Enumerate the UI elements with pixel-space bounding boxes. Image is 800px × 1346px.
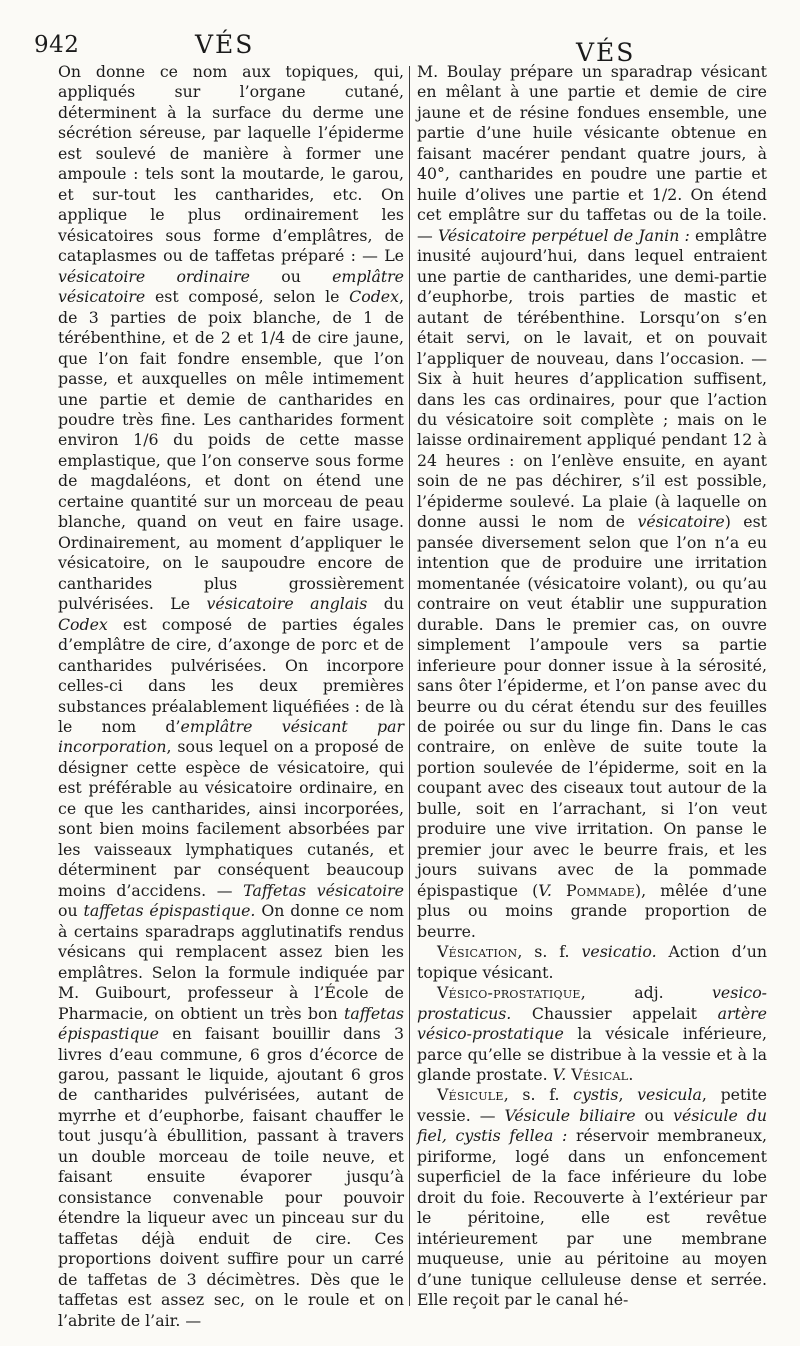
text-run: On donne ce nom aux topiques, qui, appliqués sur l’organe cutané, déterminent à la surface du derme une sécrétion séreuse, par laquelle l’épiderme est soulevé de manière à former une ampoule : tels sont la moutarde, le garou, et sur-tout les cantharides, etc. On applique le plus ordinairement les vésicatoires sous forme d’emplâtres, de cataplasmes ou de taffetas préparé : — Le	[58, 62, 404, 266]
italic-term: vesicula	[637, 1085, 702, 1105]
text-run: ,	[618, 1085, 638, 1105]
italic-term: vesico-prostaticus.	[417, 983, 767, 1023]
text-run: ou	[635, 1105, 674, 1125]
running-head-left: VÉS	[195, 30, 255, 59]
text-run: , petite vessie. —	[417, 1085, 767, 1125]
paragraph	[417, 983, 767, 1085]
text-run: ) est pansée diversement selon que l’on n’a eu intention que de produire une irritation momentanée (vésicatoire volant), ou qu’au contraire on veut établir une suppuration durable. Dans le premier cas, on ouvre simplement l’ampoule vers sa partie inferieure pour donner issue à la sérosité, sans ôter l’épiderme, et l’on panse avec du beurre ou du cérat étendu sur des feuilles de poirée ou sur du linge fin. Dans le cas contraire, on enlève de suite toute la portion soulevée de l’épiderme, soit en la coupant avec des ciseaux tout autour de la bulle, soit en l’arrachant, si l’on veut produire une vive irritation. On panse le premier jour avec le beurre frais, et les jours suivans avec de la pommade épispastique (	[417, 512, 768, 900]
text-run: en faisant bouillir dans 3 livres d’eau commune, 6 gros d’écorce de garou, passant le liquide, ajoutant 6 gros de cantharides pulvérisées, autant de myrrhe et d’euphorbe, faisant chauffer le tout jusqu’à ébullition, passant à travers un double morceau de toile neuve, et faisant ensuite évaporer jusqu’à consistance convenable pour pouvoir étendre la liqueur avec un pinceau sur du taffetas déjà enduit de cire. Ces proportions doivent suffire pour un carré de taffetas de 3 décimètres. Dès que le taffetas est assez sec, on le roule et on l’abrite de l’air. —	[58, 1024, 404, 1330]
text-run: est composé, selon le	[145, 287, 350, 307]
text-run: Chaussier appelait	[511, 1003, 718, 1023]
headword: Vésication	[437, 942, 518, 962]
italic-term: Vésicatoire perpétuel de Janin :	[437, 225, 690, 245]
text-run: ou	[58, 901, 84, 921]
headword: Pommade	[565, 880, 636, 900]
paragraph	[417, 62, 767, 942]
text-run: , sous lequel on a proposé de désigner cette espèce de vésicatoire, qui est préférable au vésicatoire ordinaire, en ce que les cantharides, ainsi incorporées, sont bien moins facilement absorbées par les vaisseaux lymphatiques cutanés, et déterminent par conséquent beaucoup moins d’accidens. —	[58, 737, 404, 900]
italic-term: artère vésico-prostatique	[417, 1003, 767, 1044]
italic-term: taffetas épispastique	[58, 1003, 404, 1044]
text-run: ), mêlée d’une plus ou moins grande proportion de beurre.	[417, 880, 767, 941]
paragraph	[417, 1085, 767, 1310]
text-run: , s. f.	[517, 942, 582, 962]
paragraph	[417, 942, 767, 983]
text-run: réservoir membraneux, piriforme, logé dans un enfoncement superficiel de la face inférieure du lobe droit du foie. Recouverte à l’extérieur par le péritoine, elle est revêtue intérieurement par une membrane muqueuse, unie au péritoine au moyen d’une tunique celluleuse dense et serrée. Elle reçoit par le canal hé-	[417, 1126, 767, 1310]
italic-term: vésicatoire ordinaire	[58, 266, 251, 286]
text-run: , de 3 parties de poix blanche, de 1 de térébenthine, et de 2 et 1/4 de cire jaune, que l’on fait fondre ensemble, que l’on passe, et auxquelles on mêle intimement une partie et demie de cantharides en poudre très fine. Les cantharides forment environ 1/6 du poids de cette masse emplastique, que l’on conserve sous forme de magdaléons, et dont on étend une certaine quantité sur un morceau de peau blanche, quand on veut en faire usage. Ordinairement, au moment d’appliquer le vésicatoire, on le saupoudre encore de cantharides plus grossièrement pulvérisées. Le	[58, 287, 404, 614]
italic-term: cystis	[573, 1085, 619, 1105]
italic-term: emplâtre vésicant par incorporation	[58, 717, 404, 757]
text-run: , s. f.	[503, 1085, 574, 1105]
italic-term: vesicatio.	[581, 942, 657, 962]
italic-term: Codex	[58, 614, 108, 634]
paragraph	[58, 62, 404, 1331]
italic-term: Vésicule biliaire	[504, 1105, 636, 1125]
left-column	[58, 62, 404, 1331]
text-run	[552, 881, 566, 900]
italic-term: Codex	[349, 287, 399, 307]
text-run: du	[367, 594, 404, 614]
right-column	[417, 62, 767, 1311]
italic-term: vésicule du fiel, cystis fellea :	[417, 1105, 767, 1146]
italic-term: vésicatoire	[637, 512, 725, 532]
italic-term: emplâtre vésicatoire	[58, 266, 405, 307]
column-divider	[409, 66, 410, 1306]
italic-term: V.	[538, 880, 552, 900]
running-head-right: VÉS	[576, 38, 636, 67]
text-run: M. Boulay prépare un sparadrap vésicant en mêlant à une partie et demie de cire jaune et de résine fondues ensemble, une partie d’une huile vésicante obtenue en faisant macérer pendant quatre jours, à 40°, cantharides en poudre une partie et huile d’olives une partie et 1/2. On étend cet emplâtre sur du taffetas ou de la toile. —	[417, 62, 767, 245]
text-run: , adj.	[580, 983, 713, 1003]
text-run: On donne ce nom à certains sparadraps agglutinatifs rendus vésicans qui remplacent assez bien les emplâtres. Selon la formule indiquée par M. Guibourt, professeur à l’École de Pharmacie, on obtient un très bon	[58, 901, 404, 1023]
headword: Vésicule	[437, 1085, 504, 1105]
text-run: la vésicale inférieure, parce qu’elle se distribue à la vessie et à la glande prostate.	[417, 1024, 767, 1084]
italic-term: taffetas épispastique.	[83, 901, 256, 921]
headword: Vésical.	[571, 1064, 634, 1084]
text-run: emplâtre inusité aujourd’hui, dans lequel entraient une partie de cantharides, une demi-partie d’euphorbe, trois parties de mastic et autant de térébenthine. Lorsqu’on s’en était servi, on le lavait, et on pouvait l’appliquer de nouveau, dans l’occasion. — Six à huit heures d’application suffisent, dans les cas ordinaires, pour que l’action du vésicatoire soit complète ; mais on le laisse ordinairement appliqué pendant 12 à 24 heures : on l’enlève ensuite, en ayant soin de ne pas déchirer, s’il est possible, l’épiderme soulevé. La plaie (à laquelle on donne aussi le nom de	[417, 225, 767, 532]
italic-term: V.	[552, 1064, 567, 1084]
text-run: Action d’un topique vésicant.	[417, 942, 768, 982]
text-run: est composé de parties égales d’emplâtre de cire, d’axonge de porc et de cantharides pulvérisées. On incorpore celles-ci dans les deux premières substances préalablement liquéfiées : de là le nom d’	[58, 614, 404, 736]
headword: Vésico-prostatique	[437, 983, 581, 1003]
page-number: 942	[34, 32, 80, 58]
italic-term: Taffetas vésicatoire	[243, 880, 404, 900]
italic-term: vésicatoire anglais	[206, 594, 368, 614]
text-run: ou	[250, 266, 333, 286]
